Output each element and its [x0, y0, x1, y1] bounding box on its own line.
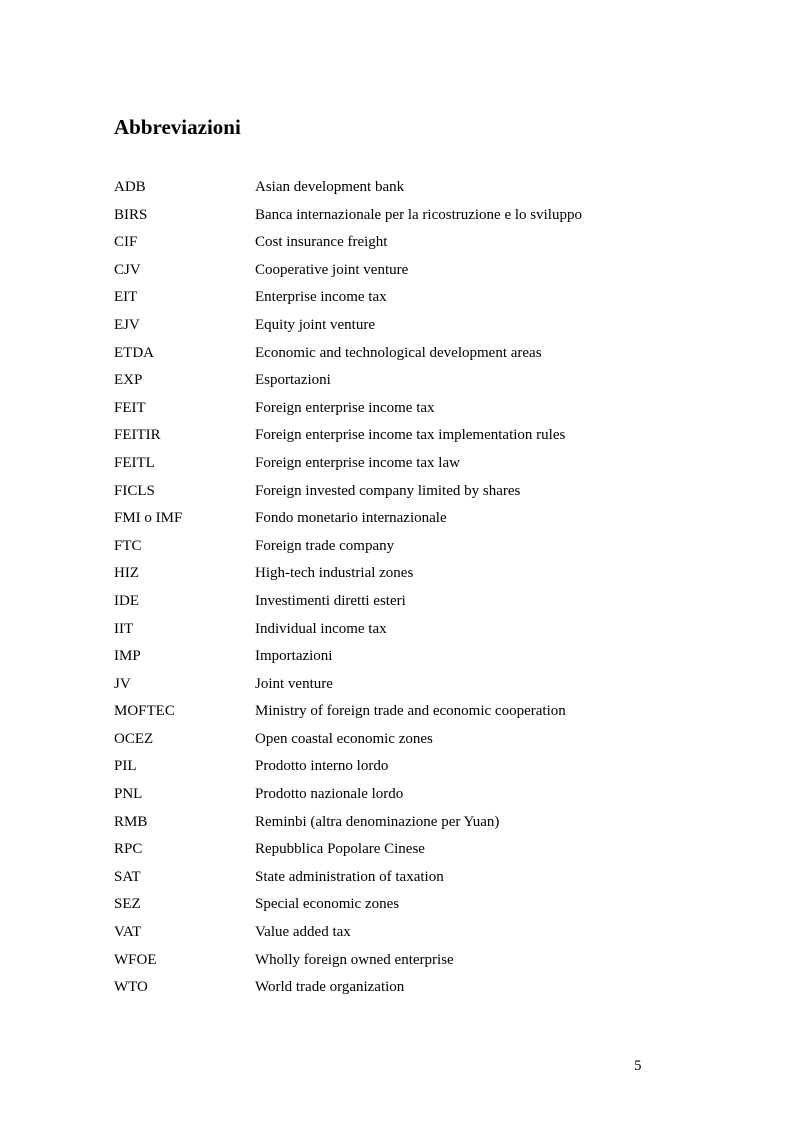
abbreviation-row [114, 645, 674, 673]
abbreviation-description: Foreign enterprise income tax law [255, 454, 460, 471]
abbreviation-row [114, 700, 674, 728]
abbreviation-code: EJV [114, 316, 140, 333]
abbreviation-row [114, 397, 674, 425]
abbreviation-row [114, 866, 674, 894]
abbreviation-row [114, 259, 674, 287]
abbreviation-row [114, 811, 674, 839]
abbreviation-row [114, 838, 674, 866]
abbreviation-row [114, 314, 674, 342]
abbreviation-description: Cooperative joint venture [255, 261, 409, 278]
abbreviation-code: CJV [114, 261, 141, 278]
abbreviation-row [114, 286, 674, 314]
abbreviation-description: Individual income tax [255, 620, 387, 637]
abbreviation-code: FMI o IMF [114, 510, 183, 527]
abbreviation-description: Importazioni [255, 648, 333, 665]
abbreviation-row [114, 452, 674, 480]
abbreviation-code: SAT [114, 868, 141, 885]
abbreviation-description: Enterprise income tax [255, 289, 387, 306]
abbreviation-description: Joint venture [255, 675, 333, 692]
abbreviation-code: EXP [114, 372, 143, 389]
abbreviation-code: MOFTEC [114, 703, 175, 720]
abbreviation-row [114, 204, 674, 232]
abbreviation-row [114, 755, 674, 783]
abbreviation-row [114, 921, 674, 949]
abbreviation-code: PNL [114, 786, 143, 803]
abbreviation-row [114, 590, 674, 618]
abbreviation-code: ADB [114, 179, 146, 195]
abbreviation-row [114, 342, 674, 370]
abbreviation-description: State administration of taxation [255, 868, 444, 885]
abbreviation-row [114, 949, 674, 977]
abbreviation-code: WTO [114, 979, 148, 996]
abbreviation-description: Foreign enterprise income tax [255, 399, 435, 416]
abbreviation-row [114, 176, 674, 204]
abbreviation-code: EIT [114, 289, 138, 306]
abbreviation-description: Fondo monetario internazionale [255, 510, 447, 527]
abbreviation-code: FTC [114, 537, 142, 554]
abbreviation-description: Ministry of foreign trade and economic cooperation [255, 703, 566, 720]
abbreviation-code: FEITIR [114, 427, 161, 444]
abbreviation-row [114, 369, 674, 397]
abbreviation-code: SEZ [114, 896, 141, 913]
abbreviation-description: Foreign invested company limited by shares [255, 482, 521, 499]
abbreviation-code: IIT [114, 620, 134, 637]
abbreviation-code: BIRS [114, 206, 148, 223]
abbreviation-row [114, 673, 674, 701]
abbreviation-code: FEITL [114, 454, 155, 471]
abbreviation-description: Special economic zones [255, 896, 400, 913]
abbreviation-description: Economic and technological development areas [255, 344, 542, 361]
abbreviation-description: Banca internazionale per la ricostruzione e lo sviluppo [255, 206, 582, 223]
abbreviation-list [114, 176, 674, 1004]
abbreviation-description: World trade organization [255, 979, 405, 996]
abbreviation-row [114, 618, 674, 646]
abbreviation-row [114, 480, 674, 508]
abbreviation-code: FICLS [114, 482, 155, 499]
abbreviation-description: Reminbi (altra denominazione per Yuan) [255, 813, 500, 830]
abbreviation-code: WFOE [114, 951, 157, 968]
abbreviation-row [114, 507, 674, 535]
abbreviation-code: ETDA [114, 344, 154, 361]
abbreviation-description: Prodotto nazionale lordo [255, 786, 404, 803]
abbreviation-description: Open coastal economic zones [255, 730, 433, 747]
abbreviation-description: High-tech industrial zones [255, 565, 414, 582]
abbreviation-row [114, 728, 674, 756]
abbreviation-description: Investimenti diretti esteri [255, 592, 406, 609]
abbreviation-description: Value added tax [255, 924, 351, 941]
abbreviation-description: Asian development bank [255, 179, 405, 195]
abbreviation-code: PIL [114, 758, 137, 775]
abbreviation-code: VAT [114, 924, 142, 941]
abbreviation-code: RMB [114, 813, 148, 830]
abbreviation-description: Esportazioni [255, 372, 331, 389]
abbreviation-description: Prodotto interno lordo [255, 758, 389, 775]
abbreviation-code: HIZ [114, 565, 139, 582]
abbreviation-row [114, 783, 674, 811]
abbreviation-row [114, 535, 674, 563]
abbreviation-code: FEIT [114, 399, 146, 416]
abbreviation-description: Repubblica Popolare Cinese [255, 841, 425, 858]
abbreviation-code: IDE [114, 592, 139, 609]
abbreviation-code: RPC [114, 841, 143, 858]
abbreviation-description: Equity joint venture [255, 316, 375, 333]
page-number: 5 [634, 1058, 642, 1074]
abbreviation-row [114, 562, 674, 590]
page-title: Abbreviazioni [114, 115, 241, 139]
abbreviation-row [114, 231, 674, 259]
abbreviation-description: Cost insurance freight [255, 234, 388, 251]
abbreviation-row [114, 893, 674, 921]
abbreviation-description: Wholly foreign owned enterprise [255, 951, 454, 968]
abbreviation-code: CIF [114, 234, 138, 251]
abbreviation-code: OCEZ [114, 730, 154, 747]
abbreviation-code: IMP [114, 648, 141, 665]
abbreviation-row [114, 424, 674, 452]
abbreviation-code: JV [114, 675, 131, 692]
abbreviation-description: Foreign enterprise income tax implementation rules [255, 427, 566, 444]
abbreviation-row [114, 976, 674, 1004]
abbreviation-description: Foreign trade company [255, 537, 395, 554]
